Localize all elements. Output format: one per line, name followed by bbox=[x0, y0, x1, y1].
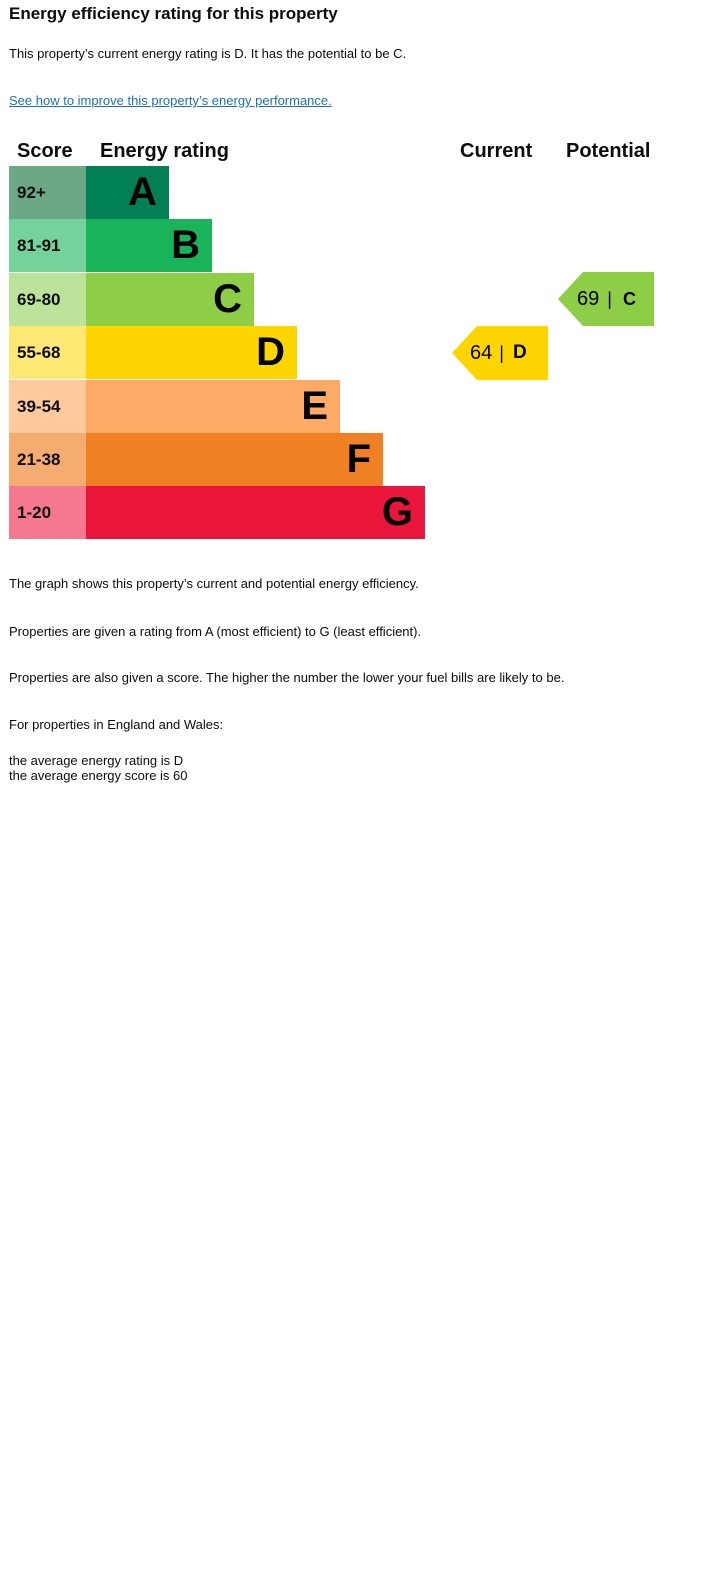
band-score-g: 1-20 bbox=[9, 486, 86, 539]
band-score-d: 55-68 bbox=[9, 326, 86, 379]
potential-letter: C bbox=[622, 288, 636, 309]
average-rating: the average energy rating is D bbox=[9, 753, 184, 768]
band-letter-g: G bbox=[381, 490, 413, 534]
band-letter-e: E bbox=[301, 384, 328, 428]
band-bar-b bbox=[86, 219, 212, 272]
chart-border-bottom bbox=[0, 2, 657, 3]
band-letter-d: D bbox=[256, 330, 285, 374]
band-bar-f bbox=[86, 433, 383, 486]
current-separator-icon: | bbox=[499, 342, 504, 363]
header-score: Score bbox=[17, 140, 73, 162]
band-letter-a: A bbox=[128, 170, 157, 214]
band-letter-f: F bbox=[346, 437, 371, 481]
band-score-b: 81-91 bbox=[9, 219, 86, 272]
page-title: Energy efficiency rating for this property bbox=[9, 4, 338, 23]
current-rating-summary: This property’s current energy rating is D. It has the potential to be C. bbox=[9, 46, 407, 61]
band-score-f: 21-38 bbox=[9, 433, 86, 486]
band-score-e: 39-54 bbox=[9, 380, 86, 433]
current-letter: D bbox=[512, 342, 527, 363]
score-explanation: Properties are also given a score. The higher the number the lower your fuel bills are likely to be. bbox=[9, 670, 565, 685]
chart-col-divider-1 bbox=[0, 405, 1, 433]
region-note: For properties in England and Wales: bbox=[9, 717, 224, 732]
chart-col-divider-3 bbox=[0, 835, 1, 1237]
graph-explanation: The graph shows this property’s current and potential energy efficiency. bbox=[9, 576, 419, 591]
current-rating-marker bbox=[452, 326, 548, 380]
header-energy-rating: Energy rating bbox=[100, 140, 229, 162]
band-bar-e bbox=[86, 380, 340, 433]
chart-col-divider-2 bbox=[0, 433, 1, 835]
potential-marker-arrow bbox=[558, 272, 654, 326]
band-bar-g bbox=[86, 486, 425, 539]
average-score: the average energy score is 60 bbox=[9, 768, 188, 783]
band-letter-c: C bbox=[213, 277, 242, 321]
header-current: Current bbox=[460, 140, 533, 162]
chart-border-right bbox=[0, 1237, 1, 1586]
band-bar-a bbox=[86, 166, 169, 219]
band-score-a: 92+ bbox=[9, 166, 86, 219]
rating-explanation: Properties are given a rating from A (most efficient) to G (least efficient). bbox=[9, 624, 422, 639]
header-potential: Potential bbox=[566, 140, 651, 162]
band-letter-b: B bbox=[171, 223, 200, 267]
potential-separator-icon: | bbox=[607, 288, 612, 309]
improve-energy-link[interactable]: See how to improve this property’s energy performance. bbox=[9, 93, 332, 108]
potential-score: 69 bbox=[577, 287, 600, 310]
potential-rating-marker bbox=[558, 272, 654, 326]
band-score-c: 69-80 bbox=[9, 273, 86, 326]
current-score: 64 bbox=[470, 341, 493, 364]
band-bar-c bbox=[86, 273, 254, 326]
band-bar-d bbox=[86, 326, 297, 379]
chart-border-left bbox=[0, 3, 1, 405]
